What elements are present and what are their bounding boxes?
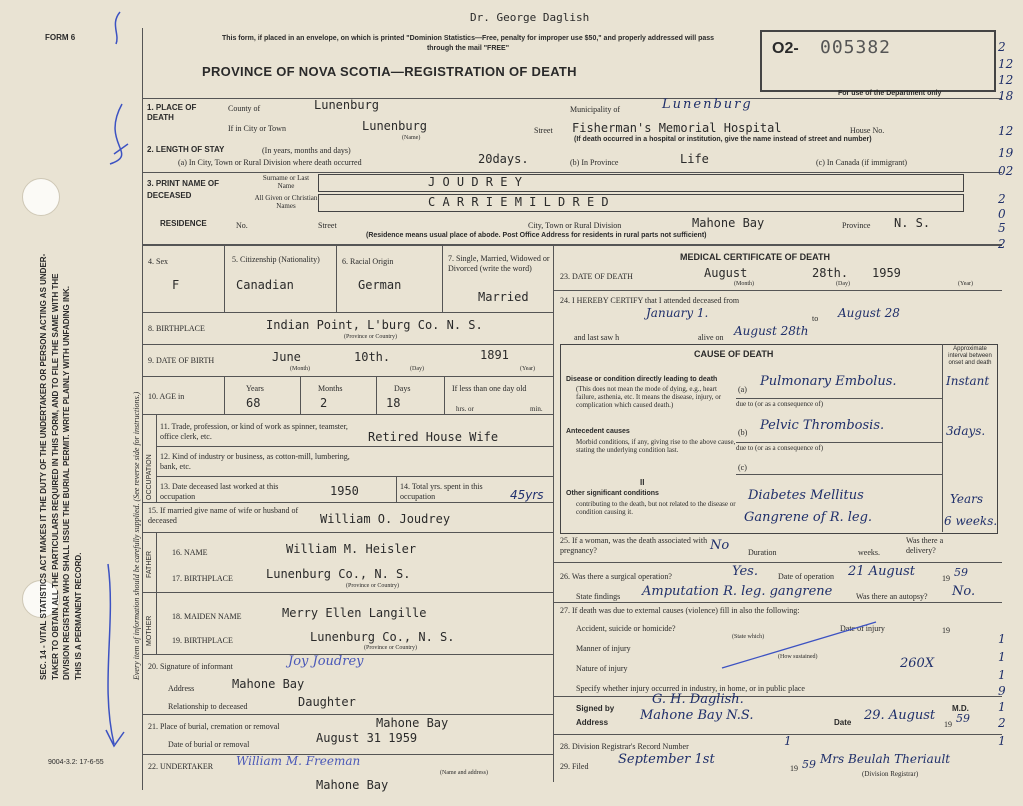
years-value: 68 <box>246 396 261 410</box>
md-label: M.D. <box>952 704 969 713</box>
given-label: All Given or Christian Names <box>254 194 318 210</box>
signed-value: G. H. Daglish. <box>652 692 744 707</box>
cause-a: Pulmonary Embolus. <box>760 374 897 389</box>
rule-3 <box>142 172 1002 173</box>
attend-from: January 1. <box>646 306 709 320</box>
margin-code: 12 <box>998 57 1014 71</box>
burial-place-value: Mahone Bay <box>376 716 449 730</box>
accident-label: Accident, suicide or homicide? <box>576 624 676 633</box>
filed-value: September 1st <box>618 752 715 767</box>
duration-label: Duration <box>748 548 777 557</box>
last-worked-value: 1950 <box>330 484 359 498</box>
hospital-note: (If death occurred in a hospital or institution, give the name instead of street and number) <box>574 136 872 143</box>
rule-cert <box>553 734 1002 735</box>
father-bp-label: 17. BIRTHPLACE <box>172 574 233 583</box>
q28-value: 1 <box>784 734 792 748</box>
burial-date-label: Date of burial or removal <box>168 740 250 749</box>
dod-day: 28th. <box>812 266 849 280</box>
industry-label: 12. Kind of industry or business, as cotton-mill, lumbering, bank, etc. <box>160 452 350 471</box>
immediate-label: Disease or condition directly leading to death <box>566 376 718 383</box>
dod-label: 23. DATE OF DEATH <box>560 272 633 281</box>
informant-signature: Joy Joudrey <box>288 654 364 669</box>
margin-code: 1 <box>998 734 1006 748</box>
side-instructions <box>38 254 84 680</box>
mother-bp-sub: (Province or Country) <box>364 645 417 651</box>
cause-b-interval: 3days. <box>946 424 986 438</box>
residence-prov-value: N. S. <box>894 216 931 230</box>
informant-addr-value: Mahone Bay <box>232 677 305 691</box>
race-value: German <box>358 278 402 292</box>
rule-17 <box>142 592 553 593</box>
surname-box <box>318 174 964 192</box>
hrs-label: hrs. or <box>456 405 474 413</box>
margin-code: 2 <box>998 716 1006 730</box>
citizenship-label: 5. Citizenship (Nationality) <box>232 255 320 264</box>
trade-value: Retired House Wife <box>368 430 499 444</box>
interval-label: Approximate interval between onset and death <box>948 346 992 366</box>
rule-11 <box>156 446 553 447</box>
days-value: 18 <box>386 396 401 410</box>
postal-notice: This form, if placed in an envelope, on which is printed "Dominion Statistics—Free, penalty for improper use $50," and properly addressed will pass through the mail "FREE" <box>221 35 715 52</box>
alive-label: alive on <box>698 333 724 342</box>
stay-b-label: (b) In Province <box>570 158 619 167</box>
physician-stamp: Dr. George Daglish <box>470 11 590 24</box>
signed-label: Signed by <box>576 704 615 713</box>
cert-address-value: Mahone Bay N.S. <box>640 708 754 723</box>
punch-hole-top <box>22 178 60 216</box>
surname-value: J O U D R E Y <box>428 175 522 189</box>
margin-code: 2 <box>998 40 1006 54</box>
rule-9 <box>142 376 553 377</box>
specify-label: Specify whether injury occurred in industry, in home, or in public place <box>576 684 805 693</box>
residence-label: RESIDENCE <box>160 219 207 228</box>
rule-23 <box>553 290 1002 291</box>
other-hint: contributing to the death, but not related to the disease or condition causing it. <box>576 500 736 516</box>
informant-rel-value: Daughter <box>298 695 356 709</box>
dod-month-lbl: (Month) <box>734 281 754 287</box>
attend-to: August 28 <box>838 306 900 320</box>
antecedent-hint: Morbid conditions, if any, giving rise to the above cause, stating the underlying condition last. <box>576 438 736 454</box>
undertaker-sub: (Name and address) <box>440 770 488 776</box>
side-note: Every item of information should be carefully supplied. (See reverse side for instructions.) <box>132 391 141 680</box>
q26-value: Yes. <box>732 564 758 579</box>
mother-bp-value: Lunenburg Co., N. S. <box>310 630 455 644</box>
nature-value: 260X <box>900 656 935 671</box>
margin-code: 12 <box>998 73 1014 87</box>
dob-month: June <box>272 350 301 364</box>
informant-sig-label: 20. Signature of informant <box>148 662 233 671</box>
col-4-5 <box>224 246 225 312</box>
margin-code: 2 <box>998 237 1006 251</box>
dod-month: August <box>704 266 748 280</box>
op-year-stub: 19 <box>942 574 950 583</box>
undertaker-label: 22. UNDERTAKER <box>148 762 214 771</box>
muni-label: Municipality of <box>570 105 620 114</box>
q28-label: 28. Division Registrar's Record Number <box>560 742 689 751</box>
attend-to-label: to <box>812 314 819 323</box>
autopsy-label: Was there an autopsy? <box>856 592 928 601</box>
citizenship-value: Canadian <box>236 278 294 292</box>
margin-code: 0 <box>998 207 1006 221</box>
county-label: County of <box>228 104 261 113</box>
margin-code: 1 <box>998 668 1006 682</box>
mother-bp-label: 19. BIRTHPLACE <box>172 636 233 645</box>
margin-code: 18 <box>998 89 1014 103</box>
dob-day-lbl: (Day) <box>410 366 424 372</box>
manner-label: Manner of injury <box>576 644 631 653</box>
birthplace-label: 8. BIRTHPLACE <box>148 324 205 333</box>
print-name-label: 3. PRINT NAME OF DECEASED <box>147 179 220 200</box>
rule-27 <box>553 696 1002 697</box>
months-label: Months <box>318 384 343 393</box>
registrar-label: (Division Registrar) <box>862 770 919 778</box>
other-2: Gangrene of R. leg. <box>744 510 873 525</box>
cert-year-stub: 19 <box>944 720 952 729</box>
min-label: min. <box>530 405 543 413</box>
certificate-title: MEDICAL CERTIFICATE OF DEATH <box>680 252 830 262</box>
registrar-signature: Mrs Beulah Theriault <box>820 752 951 766</box>
given-value: C A R R I E M I L D R E D <box>428 195 609 209</box>
stay-hint: (In years, months and days) <box>262 146 351 155</box>
undertaker-addr: Mahone Bay <box>316 778 389 792</box>
injury-year-stub: 19 <box>942 626 950 635</box>
state-which-label: (State which) <box>732 634 765 640</box>
occ-col <box>396 476 397 502</box>
q29-label: 29. Filed <box>560 762 589 771</box>
registration-prefix: O2- <box>772 40 799 57</box>
age-col-2 <box>300 376 301 414</box>
op-year-value: 59 <box>954 566 968 579</box>
total-years-value: 45yrs <box>510 488 544 502</box>
age-label: 10. AGE in <box>148 392 185 401</box>
residence-city-value: Mahone Bay <box>692 216 765 230</box>
given-box <box>318 194 964 212</box>
margin-code: 12 <box>998 124 1014 138</box>
days-label: Days <box>394 384 411 393</box>
sex-label: 4. Sex <box>148 257 168 266</box>
stay-c-label: (c) In Canada (if immigrant) <box>816 158 908 167</box>
other-label: Other significant conditions <box>566 490 659 497</box>
dod-year-lbl: (Year) <box>958 281 974 287</box>
form-number: FORM 6 <box>45 33 76 42</box>
cause-b: Pelvic Thrombosis. <box>760 418 885 433</box>
cause-c-label: (c) <box>738 463 747 472</box>
mother-name-value: Merry Ellen Langille <box>282 606 427 620</box>
filed-year: 59 <box>802 758 816 771</box>
race-label: 6. Racial Origin <box>342 257 394 266</box>
margin-code: 9 <box>998 684 1006 698</box>
margin-code: 1 <box>998 650 1006 664</box>
col-5-6 <box>336 246 337 312</box>
occupation-side-label: OCCUPATION <box>146 454 153 500</box>
side-line-3: DIVISION REGISTRAR WHO SHALL ISSUE THE BURIAL PERMIT. WRITE PLAINLY WITH UNFADING INK. <box>62 286 71 680</box>
burial-place-label: 21. Place of burial, cremation or removal <box>148 722 280 731</box>
father-bp-value: Lunenburg Co., N. S. <box>266 567 411 581</box>
residence-note: (Residence means usual place of abode. Post Office Address for residents in rural parts not sufficient) <box>366 232 707 239</box>
injury-date-label: Date of injury <box>840 624 885 633</box>
findings-label: State findings <box>576 592 621 601</box>
nature-label: Nature of injury <box>576 664 628 673</box>
age-col-4 <box>444 376 445 414</box>
father-name-value: William M. Heisler <box>286 542 417 556</box>
col-6-7 <box>442 246 443 312</box>
marital-label: 7. Single, Married, Widowed or Divorced (write the word) <box>448 254 550 273</box>
rule-20 <box>142 714 553 715</box>
marital-value: Married <box>478 290 529 304</box>
mother-bar <box>156 592 157 654</box>
autopsy-value: No. <box>952 584 976 599</box>
q26-label: 26. Was there a surgical operation? <box>560 572 672 581</box>
rule-8 <box>142 344 553 345</box>
age-col-1 <box>224 376 225 414</box>
side-line-4: THIS IS A PERMANENT RECORD. <box>73 552 83 680</box>
q25-value: No <box>710 538 730 553</box>
stay-label: 2. LENGTH OF STAY <box>147 145 225 154</box>
total-years-label: 14. Total yrs. spent in this occupation <box>400 482 483 501</box>
father-name-label: 16. NAME <box>172 548 208 557</box>
rule-25 <box>553 562 1002 563</box>
rule-15 <box>142 532 553 533</box>
residence-no-label: No. <box>236 221 248 230</box>
city-value: Lunenburg <box>362 119 428 133</box>
column-divider <box>553 246 554 782</box>
due-label-2: due to (or as a consequence of) <box>736 444 824 452</box>
margin-code: 2 <box>998 192 1006 206</box>
other-1-interval: Years <box>950 492 984 506</box>
last-worked-label: 13. Date deceased last worked at this occupation <box>160 482 279 501</box>
age-col-3 <box>376 376 377 414</box>
spouse-value: William O. Joudrey <box>320 512 451 526</box>
other-1: Diabetes Mellitus <box>748 488 864 503</box>
op-date-value: 21 August <box>848 564 916 579</box>
registration-number: 005382 <box>820 37 892 58</box>
informant-addr-label: Address <box>168 684 195 693</box>
dod-year: 1959 <box>872 266 901 280</box>
dod-day-lbl: (Day) <box>836 281 850 287</box>
county-value: Lunenburg <box>314 98 380 112</box>
stay-a-label: (a) In City, Town or Rural Division where death occurred <box>178 158 362 167</box>
dob-year-lbl: (Year) <box>520 366 536 372</box>
rule-7 <box>142 312 553 313</box>
dob-month-lbl: (Month) <box>290 366 310 372</box>
cause-a-interval: Instant <box>946 374 990 388</box>
lt-day-label: If less than one day old <box>452 384 527 393</box>
rule-26 <box>553 602 1002 603</box>
father-side-label: FATHER <box>146 550 153 578</box>
rule-main <box>142 244 1002 246</box>
antecedent-label: Antecedent causes <box>566 428 630 435</box>
dob-day: 10th. <box>354 350 391 364</box>
lastsaw-value: August 28th <box>734 324 809 338</box>
birthplace-sub: (Province or Country) <box>344 334 397 340</box>
informant-rel-label: Relationship to deceased <box>168 702 248 711</box>
rule-a <box>736 398 942 399</box>
op-date-label: Date of operation <box>778 572 834 581</box>
other-2-interval: 6 weeks. <box>944 514 998 528</box>
cause-a-label: (a) <box>738 385 747 394</box>
cert-address-label: Address <box>576 718 609 727</box>
rule-14 <box>142 502 553 503</box>
spouse-label: 15. If married give name of wife or husband of deceased <box>148 506 299 525</box>
house-label: House No. <box>850 126 885 135</box>
street-label: Street <box>534 126 553 135</box>
dept-use-label: For use of the Department only <box>838 90 942 97</box>
margin-code: 5 <box>998 221 1006 235</box>
margin-code: 1 <box>998 700 1006 714</box>
weeks-label: weeks. <box>858 548 880 557</box>
father-bar <box>156 532 157 592</box>
muni-value: Lunenburg <box>662 97 753 112</box>
findings-value: Amputation R. leg. gangrene <box>642 584 833 599</box>
father-bp-sub: (Province or Country) <box>346 583 399 589</box>
residence-street-label: Street <box>318 221 337 230</box>
undertaker-name: William M. Freeman <box>236 754 361 768</box>
dob-year: 1891 <box>480 348 509 362</box>
city-label: If in City or Town <box>228 124 286 133</box>
part-ii-label: II <box>640 478 645 487</box>
sex-value: F <box>172 278 180 292</box>
side-line-1: SEC. 14 - VITAL STATISTICS ACT MAKES IT THE DUTY OF THE UNDERTAKER OR PERSON ACTING AS UNDER- <box>39 253 48 680</box>
cert-date-year: 59 <box>956 712 970 725</box>
mother-name-label: 18. MAIDEN NAME <box>172 612 242 621</box>
margin-code: 19 <box>998 146 1014 160</box>
cause-title: CAUSE OF DEATH <box>694 349 774 359</box>
filed-year-stub: 19 <box>790 764 798 773</box>
residence-prov-label: Province <box>842 221 871 230</box>
certify-label: 24. I HEREBY CERTIFY that I attended deceased from <box>560 296 740 305</box>
rule-b <box>736 442 942 443</box>
birthplace-value: Indian Point, L'burg Co. N. S. <box>266 318 483 332</box>
q25-label: 25. If a woman, was the death associated with pregnancy? <box>560 536 708 555</box>
rule-1 <box>142 98 1002 99</box>
footer-code: 9004-3.2: 17-6-55 <box>48 759 104 766</box>
burial-date-value: August 31 1959 <box>316 731 418 745</box>
occ-bar <box>156 414 157 502</box>
dob-label: 9. DATE OF BIRTH <box>148 356 215 365</box>
rule-12 <box>156 476 553 477</box>
margin-code: 02 <box>998 164 1014 178</box>
place-label: 1. PLACE OF DEATH <box>147 103 197 122</box>
mother-side-label: MOTHER <box>146 615 153 646</box>
name-label: (Name) <box>402 135 421 141</box>
margin-pen-marks <box>80 4 150 764</box>
lastsaw-label: and last saw h <box>574 333 620 342</box>
q27-label: 27. If death was due to external causes (violence) fill in also the following: <box>560 606 800 615</box>
rule-10 <box>142 414 553 415</box>
margin-code: 1 <box>998 632 1006 646</box>
street-value: Fisherman's Memorial Hospital <box>572 121 782 135</box>
form-title: PROVINCE OF NOVA SCOTIA—REGISTRATION OF DEATH <box>202 64 577 79</box>
rule-c <box>736 474 942 475</box>
stay-a-value: 20days. <box>478 152 529 166</box>
pen-stroke <box>720 618 880 670</box>
how-label: (How sustained) <box>778 654 818 660</box>
cert-date-value: 29. August <box>864 708 936 723</box>
cert-date-label: Date <box>834 718 852 727</box>
interval-col <box>942 344 943 532</box>
immediate-hint: (This does not mean the mode of dying, e.g., heart failure, asthenia, etc. It means the disease, injury, or complication which caused death.) <box>576 385 722 409</box>
due-label-1: due to (or as a consequence of) <box>736 400 824 408</box>
side-line-2: TAKER TO OBTAIN ALL THE PARTICULARS REQUIRED IN THIS FORM, AND TO FILE THE SAME WITH THE <box>50 273 60 680</box>
delivery-label: Was there a delivery? <box>906 536 944 555</box>
months-value: 2 <box>320 396 328 410</box>
surname-label: Surname or Last Name <box>262 174 310 190</box>
trade-label: 11. Trade, profession, or kind of work as spinner, teamster, office clerk, etc. <box>160 422 348 441</box>
stay-b-value: Life <box>680 152 709 166</box>
cause-b-label: (b) <box>738 428 748 437</box>
residence-city-label: City, Town or Rural Division <box>528 221 622 230</box>
years-label: Years <box>246 384 264 393</box>
